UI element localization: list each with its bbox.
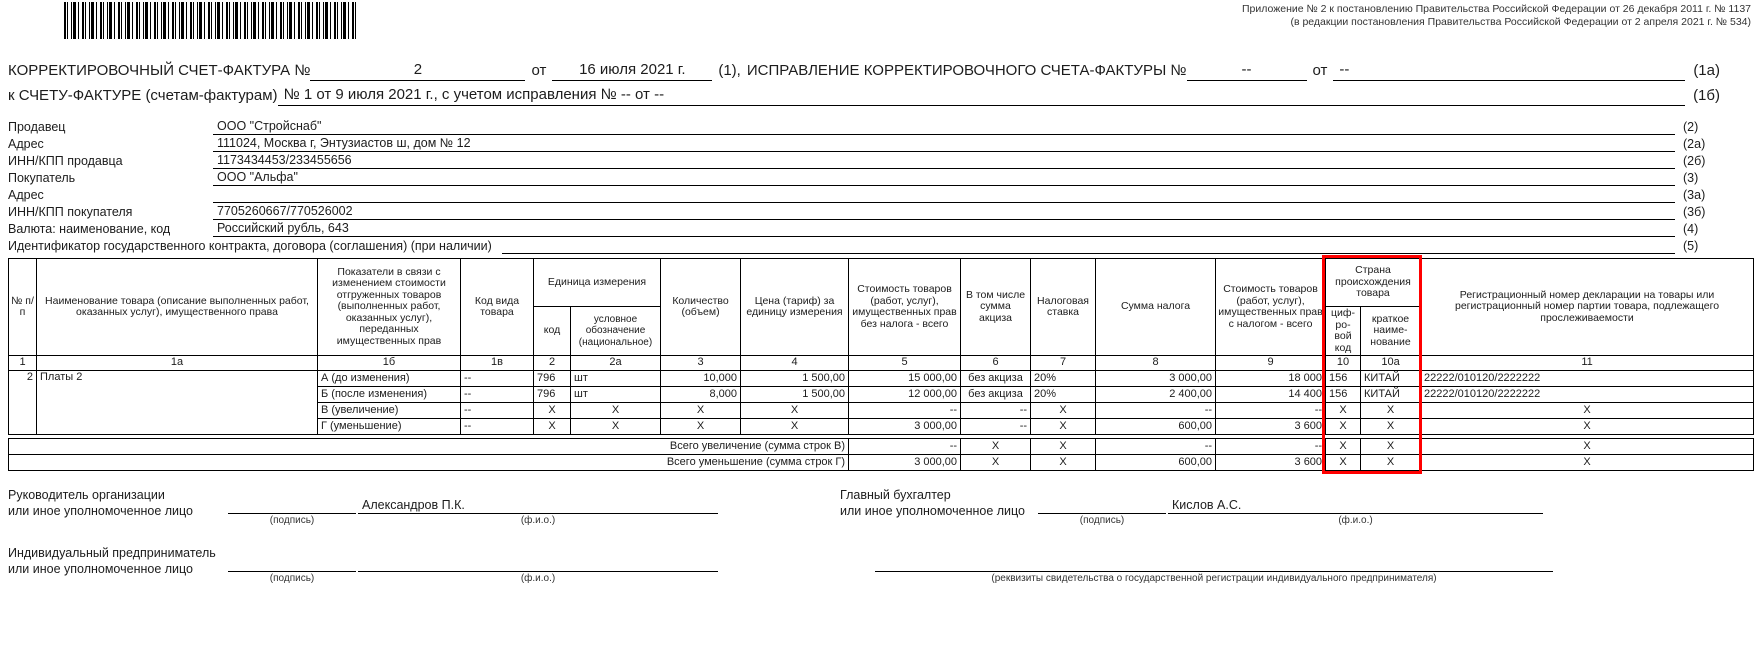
entrepreneur-name-line [358, 547, 718, 572]
cell: -- [461, 403, 534, 419]
cell: -- [461, 371, 534, 387]
requisite-row-buyer-address [8, 186, 1720, 203]
sign-caption: (подпись) [269, 515, 315, 526]
indicator-g: Г (уменьшение) [318, 419, 461, 435]
requisite-row-buyer-inn [8, 203, 1720, 220]
cell: 3 000,00 [849, 455, 961, 471]
ot-label: от [531, 62, 547, 79]
header-num: № п/п [9, 259, 37, 356]
gov-contract-code: (5) [1683, 239, 1699, 253]
director-label-line2: или иное уполномоченное лицо [8, 504, 194, 518]
director-name: Александров П.К. [358, 489, 718, 514]
header-excise: В том числе сумма акциза [961, 259, 1031, 356]
appendix-note [1242, 3, 1751, 29]
entrepreneur-label-line2: или иное уполномоченное лицо [8, 562, 194, 576]
header-unit-code: код [534, 307, 571, 356]
colnum-5: 5 [849, 356, 961, 371]
cell: X [1361, 403, 1421, 419]
cell: X [534, 419, 571, 435]
cell: 20% [1031, 371, 1096, 387]
cell: 796 [534, 387, 571, 403]
cell: 156 [1326, 371, 1361, 387]
colnum-11: 11 [1421, 356, 1754, 371]
entrepreneur-signature-line [228, 547, 356, 572]
cell: КИТАЙ [1361, 371, 1421, 387]
entrepreneur-registration-block [875, 547, 1553, 584]
cell: X [1421, 455, 1754, 471]
cell: -- [961, 419, 1031, 435]
cell: X [1326, 455, 1361, 471]
cell: -- [461, 387, 534, 403]
totals-table [8, 438, 1754, 471]
cell: X [661, 419, 741, 435]
cell: X [534, 403, 571, 419]
colnum-1b: 1б [318, 356, 461, 371]
accountant-signature-line [1038, 489, 1166, 514]
requisites-block [8, 118, 1720, 254]
buyer-inn-value: 7705260667/770526002 [213, 203, 1675, 220]
entrepreneur-label [8, 545, 216, 577]
seller-inn-value: 1173434453/233455656 [213, 152, 1675, 169]
correction-date-field: -- [1333, 60, 1685, 81]
entrepreneur-signature-block [228, 547, 356, 584]
buyer-inn-code: (3б) [1683, 205, 1706, 219]
correction-number-field: -- [1187, 60, 1307, 81]
buyer-address-code: (3а) [1683, 188, 1706, 202]
cell: X [741, 419, 849, 435]
requisite-row-gov-contract [8, 237, 1720, 254]
total-decrease-label: Всего уменьшение (сумма строк Г) [9, 455, 849, 471]
buyer-address-label: Адрес [8, 188, 44, 202]
code-1b: (1б) [1693, 87, 1720, 104]
cell: 3 600 [1216, 455, 1326, 471]
name-caption: (ф.и.о.) [1338, 515, 1373, 526]
cell: X [1031, 403, 1096, 419]
cell: X [1361, 439, 1421, 455]
requisite-row-buyer [8, 169, 1720, 186]
seller-value: ООО "Стройснаб" [213, 118, 1675, 135]
cell: шт [571, 387, 661, 403]
cell: X [1326, 403, 1361, 419]
director-signature-line [228, 489, 356, 514]
header-qty: Количество (объем) [661, 259, 741, 356]
total-increase-row [9, 439, 1754, 455]
cell: X [1421, 403, 1754, 419]
header-reg-number: Регистрационный номер декларации на товары или регистрационный номер партии товара, подлежащего прослеживаемости [1421, 259, 1754, 356]
header-unit-symbol: условное обозначение (национальное) [571, 307, 661, 356]
entrepreneur-label-line1: Индивидуальный предприниматель [8, 546, 216, 560]
colnum-2a: 2а [571, 356, 661, 371]
cell: -- [1216, 439, 1326, 455]
cell: 1 500,00 [741, 371, 849, 387]
header-country-code: циф-ро-вой код [1326, 307, 1361, 356]
header-unit-group: Единица измерения [534, 259, 661, 307]
cell: без акциза [961, 371, 1031, 387]
gov-contract-value [502, 253, 1675, 254]
director-label [8, 487, 193, 519]
cell: X [1421, 439, 1754, 455]
colnum-7: 7 [1031, 356, 1096, 371]
header-country-group: Страна происхождения товара [1326, 259, 1421, 307]
cell: 796 [534, 371, 571, 387]
colnum-10a: 10а [1361, 356, 1421, 371]
items-table [8, 258, 1754, 435]
header-indicators: Показатели в связи с изменением стоимости отгруженных товаров (выполненных работ, оказанных услуг), переданных имущественных прав [318, 259, 461, 356]
buyer-value: ООО "Альфа" [213, 169, 1675, 186]
currency-value: Российский рубль, 643 [213, 220, 1675, 237]
cell: 600,00 [1096, 455, 1216, 471]
cell: X [1326, 439, 1361, 455]
code-1: (1), [718, 62, 741, 79]
requisite-row-currency [8, 220, 1720, 237]
cell: X [661, 403, 741, 419]
seller-label: Продавец [8, 120, 66, 134]
cell: 156 [1326, 387, 1361, 403]
cell: 18 000 [1216, 371, 1326, 387]
registration-caption: (реквизиты свидетельства о государственной регистрации индивидуального предпринимателя) [991, 573, 1437, 584]
cell: -- [849, 403, 961, 419]
code-1a: (1а) [1693, 62, 1720, 79]
colnum-6: 6 [961, 356, 1031, 371]
currency-code: (4) [1683, 222, 1699, 236]
director-name-block [358, 489, 718, 526]
cell: X [1031, 419, 1096, 435]
cell: -- [849, 439, 961, 455]
items-table-wrap [8, 258, 1754, 471]
cell: 600,00 [1096, 419, 1216, 435]
cell: шт [571, 371, 661, 387]
cell: 22222/010120/2222222 [1421, 387, 1754, 403]
cell: -- [961, 403, 1031, 419]
total-decrease-row [9, 455, 1754, 471]
item-number: 2 [9, 371, 37, 435]
accountant-label-line1: Главный бухгалтер [840, 488, 951, 502]
requisite-row-seller [8, 118, 1720, 135]
colnum-1: 1 [9, 356, 37, 371]
cell: X [961, 455, 1031, 471]
accountant-name: Кислов А.С. [1168, 489, 1543, 514]
indicator-b: Б (после изменения) [318, 387, 461, 403]
accountant-name-block [1168, 489, 1543, 526]
cell: -- [1216, 403, 1326, 419]
accountant-label [840, 487, 1025, 519]
colnum-9: 9 [1216, 356, 1326, 371]
cell: -- [461, 419, 534, 435]
cell: X [1031, 455, 1096, 471]
requisite-row-seller-inn [8, 152, 1720, 169]
cell: КИТАЙ [1361, 387, 1421, 403]
colnum-1a: 1а [37, 356, 318, 371]
colnum-8: 8 [1096, 356, 1216, 371]
cell: X [571, 403, 661, 419]
cell: 3 000,00 [849, 419, 961, 435]
cell: X [1326, 419, 1361, 435]
invoice-number-field: 2 [310, 60, 525, 81]
colnum-4: 4 [741, 356, 849, 371]
buyer-inn-label: ИНН/КПП покупателя [8, 205, 133, 219]
cell: 1 500,00 [741, 387, 849, 403]
header-tax-rate: Налоговая ставка [1031, 259, 1096, 356]
entrepreneur-name-block [358, 547, 718, 584]
cell: 22222/010120/2222222 [1421, 371, 1754, 387]
header-price: Цена (тариф) за единицу измерения [741, 259, 849, 356]
document-title: КОРРЕКТИРОВОЧНЫЙ СЧЕТ-ФАКТУРА № [8, 62, 311, 79]
indicator-a: А (до изменения) [318, 371, 461, 387]
accountant-label-line2: или иное уполномоченное лицо [840, 504, 1026, 518]
colnum-10: 10 [1326, 356, 1361, 371]
cell: 12 000,00 [849, 387, 961, 403]
total-increase-label: Всего увеличение (сумма строк В) [9, 439, 849, 455]
colnum-2: 2 [534, 356, 571, 371]
cell: 3 600 [1216, 419, 1326, 435]
cell: 8,000 [661, 387, 741, 403]
invoice-date-field: 16 июля 2021 г. [552, 60, 712, 81]
cell: без акциза [961, 387, 1031, 403]
header-kind-code: Код вида товара [461, 259, 534, 356]
cell: X [1361, 419, 1421, 435]
buyer-code: (3) [1683, 171, 1699, 185]
accountant-signature-block [1038, 489, 1166, 526]
colnum-3: 3 [661, 356, 741, 371]
cell: -- [1096, 439, 1216, 455]
cell: X [1361, 455, 1421, 471]
barcode [64, 2, 356, 39]
indicator-v: В (увеличение) [318, 403, 461, 419]
requisite-row-seller-address [8, 135, 1720, 152]
header-cost-w-tax: Стоимость товаров (работ, услуг), имущественных прав с налогом - всего [1216, 259, 1326, 356]
seller-code: (2) [1683, 120, 1699, 134]
gov-contract-label: Идентификатор государственного контракта, договора (соглашения) (при наличии) [8, 239, 492, 253]
seller-inn-code: (2б) [1683, 154, 1706, 168]
colnum-1v: 1в [461, 356, 534, 371]
name-caption: (ф.и.о.) [520, 573, 556, 584]
base-invoice-line [8, 85, 1720, 106]
seller-address-value: 111024, Москва г, Энтузиастов ш, дом № 12 [213, 135, 1675, 152]
sign-caption: (подпись) [269, 573, 315, 584]
correction-title: ИСПРАВЛЕНИЕ КОРРЕКТИРОВОЧНОГО СЧЕТА-ФАКТУРЫ № [746, 62, 1187, 79]
cell: -- [1096, 403, 1216, 419]
cell: 10,000 [661, 371, 741, 387]
appendix-line-2: (в редакции постановления Правительства Российской Федерации от 2 апреля 2021 г. № 534) [1290, 16, 1751, 28]
header-tax-sum: Сумма налога [1096, 259, 1216, 356]
header-name: Наименование товара (описание выполненных работ, оказанных услуг), имущественного права [37, 259, 318, 356]
appendix-line-1: Приложение № 2 к постановлению Правительства Российской Федерации от 26 декабря 2011 г. № 1137 [1241, 3, 1751, 15]
title-line [8, 60, 1720, 81]
director-label-line1: Руководитель организации [8, 488, 165, 502]
seller-inn-label: ИНН/КПП продавца [8, 154, 123, 168]
cell: X [1031, 439, 1096, 455]
cell: X [1421, 419, 1754, 435]
entrepreneur-registration-line [875, 547, 1553, 572]
base-invoice-label: к СЧЕТУ-ФАКТУРЕ (счетам-фактурам) [8, 87, 278, 104]
cell: 2 400,00 [1096, 387, 1216, 403]
seller-address-code: (2а) [1683, 137, 1706, 151]
cell: 3 000,00 [1096, 371, 1216, 387]
cell: 15 000,00 [849, 371, 961, 387]
header-cost-wo-tax: Стоимость товаров (работ, услуг), имущественных прав без налога - всего [849, 259, 961, 356]
base-invoice-field: № 1 от 9 июля 2021 г., с учетом исправления № -- от -- [278, 85, 1686, 106]
cell: 14 400 [1216, 387, 1326, 403]
item-row-a [9, 371, 1754, 387]
sign-caption: (подпись) [1079, 515, 1125, 526]
cell: X [571, 419, 661, 435]
director-signature-block [228, 489, 356, 526]
seller-address-label: Адрес [8, 137, 44, 151]
cell: X [741, 403, 849, 419]
ot-label-2: от [1312, 62, 1328, 79]
cell: X [961, 439, 1031, 455]
cell: 20% [1031, 387, 1096, 403]
item-name: Платы 2 [37, 371, 318, 435]
header-country-name: краткое наиме-нование [1361, 307, 1421, 356]
currency-label: Валюта: наименование, код [8, 222, 171, 236]
name-caption: (ф.и.о.) [520, 515, 556, 526]
buyer-label: Покупатель [8, 171, 76, 185]
